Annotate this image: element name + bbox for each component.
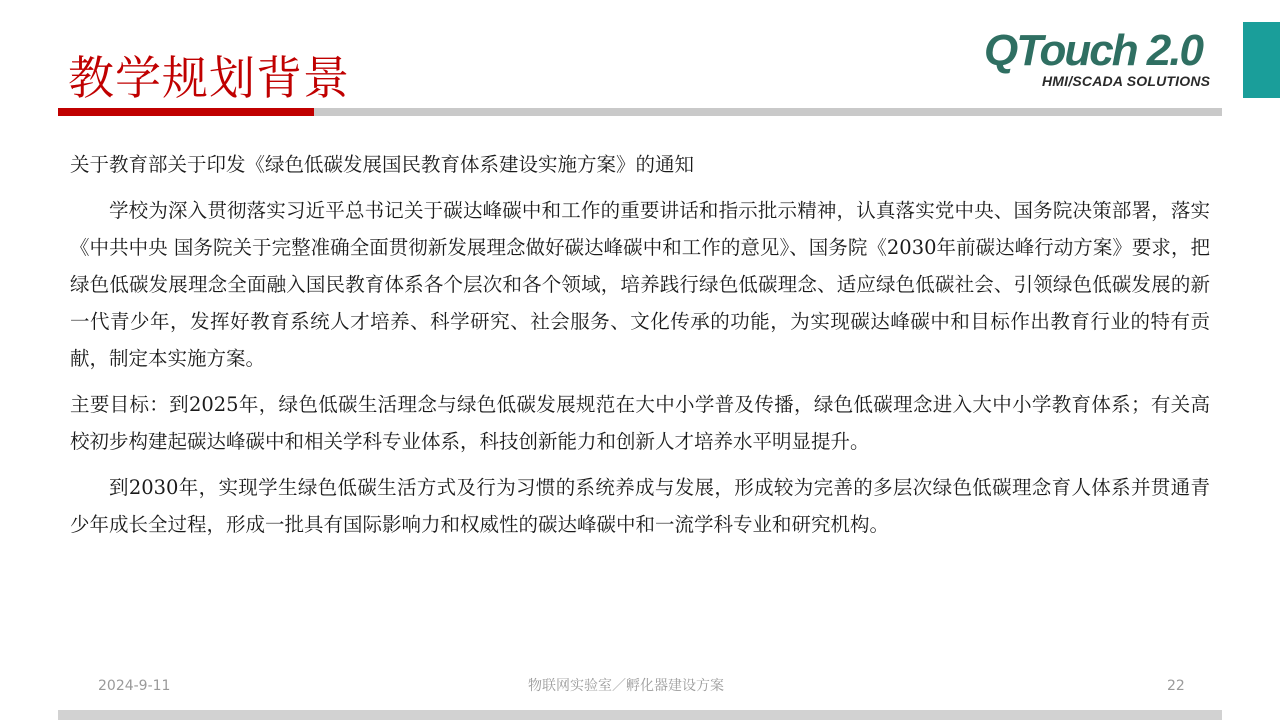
- footer-bar: [58, 710, 1222, 720]
- corner-accent-block: [1243, 22, 1280, 98]
- paragraph-goals-2030: 到2030年，实现学生绿色低碳生活方式及行为习惯的系统养成与发展，形成较为完善的多层次绿色低碳理念育人体系并贯通青少年成长全过程，形成一批具有国际影响力和权威性的碳达峰碳中和一流学科专业和研究机构。: [70, 476, 1210, 536]
- page-title: 教学规划背景: [68, 51, 350, 105]
- title-underline: [58, 108, 1222, 116]
- paragraph-background: 学校为深入贯彻落实习近平总书记关于碳达峰碳中和工作的重要讲话和指示批示精神，认真落实党中央、国务院决策部署，落实《中共中央 国务院关于完整准确全面贯彻新发展理念做好碳达峰碳中和工作的意见》、国务院《2030年前碳达峰行动方案》要求，把绿色低碳发展理念全面融入国民教育体系各个层次和各个领域，培养践行绿色低碳理念、适应绿色低碳社会、引领绿色低碳发展的新一代青少年，发挥好教育系统人才培养、科学研究、社会服务、文化传承的功能，为实现碳达峰碳中和目标作出教育行业的特有贡献，制定本实施方案。: [70, 199, 1210, 370]
- brand-logo: [984, 26, 1234, 96]
- title-underline-rule: [314, 108, 1222, 116]
- notice-heading: 关于教育部关于印发《绿色低碳发展国民教育体系建设实施方案》的通知: [70, 153, 695, 176]
- title-underline-accent: [58, 108, 314, 116]
- footer-date: 2024-9-11: [98, 678, 171, 694]
- logo-wordmark: QTouch 2.0: [984, 26, 1202, 75]
- logo-tagline: HMI/SCADA SOLUTIONS: [1042, 73, 1211, 89]
- paragraph-goals-2025: 主要目标：到2025年，绿色低碳生活理念与绿色低碳发展规范在大中小学普及传播，绿色低碳理念进入大中小学教育体系；有关高校初步构建起碳达峰碳中和相关学科专业体系，科技创新能力和创新人才培养水平明显提升。: [70, 393, 1210, 453]
- footer-title: 物联网实验室／孵化器建设方案: [528, 678, 724, 694]
- page-number: 22: [1167, 678, 1185, 694]
- slide-body: [70, 146, 1210, 543]
